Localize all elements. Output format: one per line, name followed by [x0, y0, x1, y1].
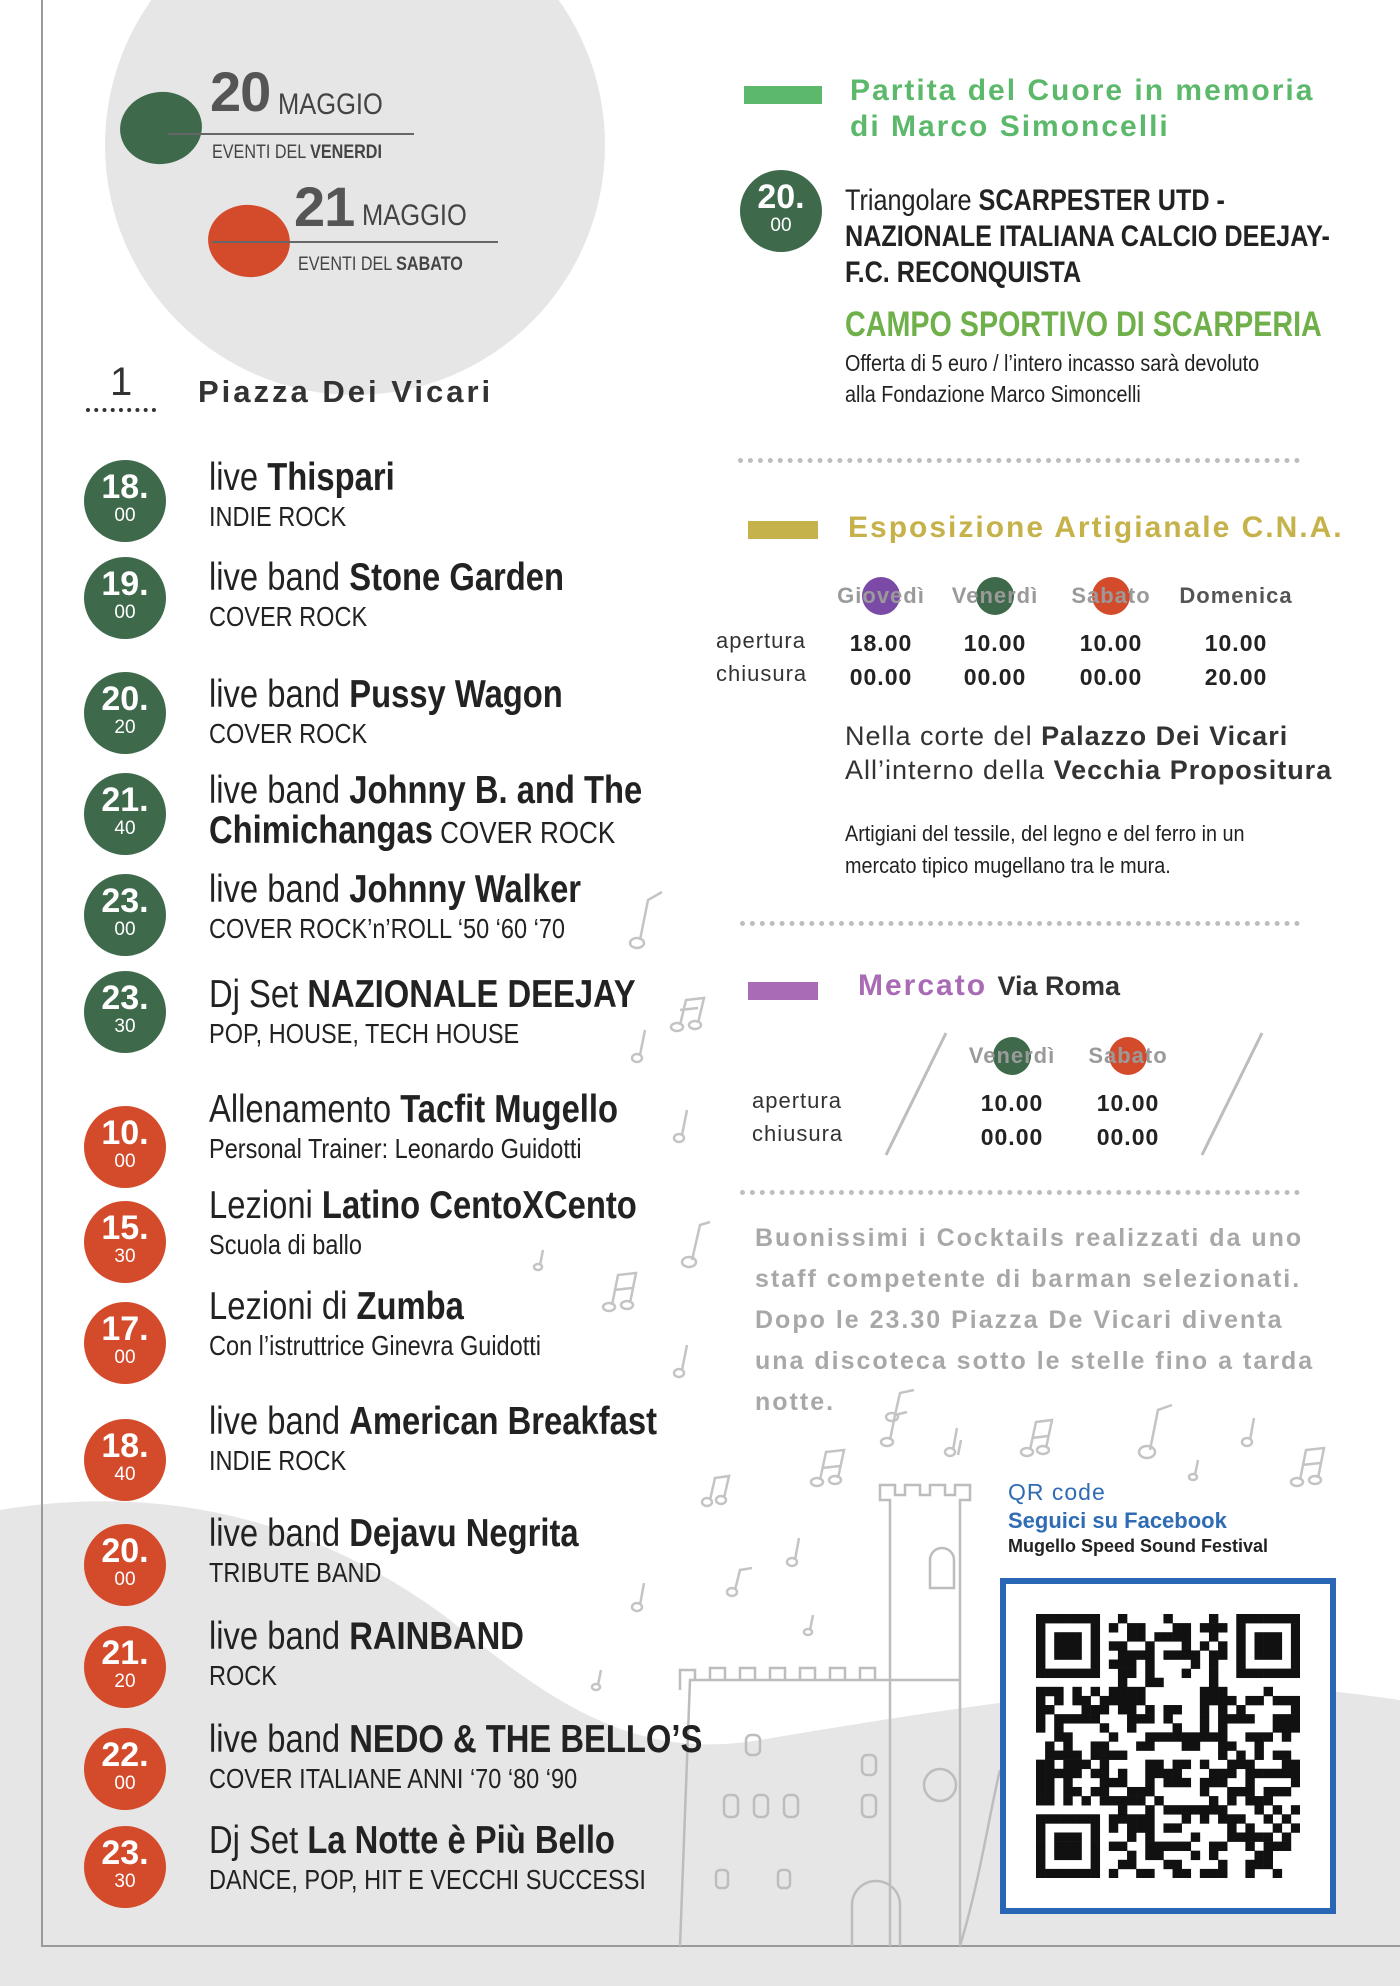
partita-match: Triangolare SCARPESTER UTD - NAZIONALE ITALIANA CALCIO DEEJAY- F.C. RECONQUISTA — [845, 184, 1330, 289]
closing-time: 00.00 — [980, 1124, 1044, 1150]
badge-hour: 23. — [101, 979, 149, 1017]
time-badge — [84, 971, 166, 1053]
event-subtitle: POP, HOUSE, TECH HOUSE — [209, 1018, 520, 1049]
mercato-row-chiusura: chiusura — [752, 1121, 844, 1146]
time-badge — [84, 1524, 166, 1606]
badge-minutes: 00 — [770, 215, 792, 236]
cocktails-text: Buonissimi i Cocktails realizzati da uno staff competente di barman selezionati. Dopo le 23.30 Piazza De Vicari diventa una discoteca sotto le stelle fino a tarda notte. — [755, 1224, 1315, 1416]
time-badge — [84, 874, 166, 956]
partita-time-badge — [740, 170, 822, 252]
day-header: Venerdì — [968, 1043, 1056, 1068]
event-subtitle: TRIBUTE BAND — [209, 1557, 382, 1588]
facebook-follow-link[interactable]: Seguici su Facebook — [1008, 1508, 1227, 1533]
section-title: Piazza Dei Vicari — [198, 374, 494, 409]
opening-time: 10.00 — [1079, 630, 1143, 656]
day-number: 20 — [210, 60, 271, 123]
badge-hour: 20. — [757, 178, 805, 216]
partita-offer: Offerta di 5 euro / l’intero incasso sarà devoluto alla Fondazione Marco Simoncelli — [845, 350, 1260, 407]
event-subtitle: ROCK — [209, 1660, 277, 1691]
event-subtitle: Con l’istruttrice Ginevra Guidotti — [209, 1330, 542, 1361]
partita-color-bar — [744, 86, 822, 104]
badge-minutes: 40 — [114, 1464, 136, 1485]
time-badge — [84, 672, 166, 754]
badge-hour: 18. — [101, 1427, 149, 1465]
separator-dots — [740, 921, 1300, 926]
event-title: live band American Breakfast — [209, 1400, 657, 1443]
badge-minutes: 00 — [114, 505, 136, 526]
event-title: Dj Set La Notte è Più Bello — [209, 1819, 615, 1862]
time-badge — [84, 1728, 166, 1810]
event-subtitle: DANCE, POP, HIT E VECCHI SUCCESSI — [209, 1864, 646, 1895]
event-title: live band NEDO & THE BELLO’S — [209, 1718, 703, 1761]
mercato-row-apertura: apertura — [752, 1088, 842, 1113]
time-badge — [84, 1201, 166, 1283]
qr-code-frame[interactable] — [1000, 1578, 1336, 1914]
event-subtitle: COVER ITALIANE ANNI ‘70 ‘80 ‘90 — [209, 1763, 578, 1794]
closing-time: 00.00 — [1096, 1124, 1160, 1150]
time-badge — [84, 773, 166, 855]
opening-time: 10.00 — [1096, 1090, 1160, 1116]
event-subtitle: Personal Trainer: Leonardo Guidotti — [209, 1133, 582, 1164]
section-number-dots — [86, 408, 156, 412]
opening-time: 10.00 — [980, 1090, 1044, 1116]
badge-minutes: 00 — [114, 1347, 136, 1368]
badge-hour: 21. — [101, 1634, 149, 1672]
header-circle — [105, 0, 605, 395]
event-title: live band Johnny Walker — [209, 868, 582, 911]
event-day-label: EVENTI DEL VENERDI — [212, 142, 382, 163]
badge-minutes: 30 — [114, 1016, 136, 1037]
partita-venue: CAMPO SPORTIVO DI SCARPERIA — [845, 305, 1322, 344]
esposizione-row-chiusura: chiusura — [716, 661, 808, 686]
event-title: live band Pussy Wagon — [209, 673, 563, 716]
opening-time: 18.00 — [849, 630, 913, 656]
qr-code-icon — [1036, 1614, 1300, 1878]
event-title: live band Dejavu Negrita — [209, 1512, 579, 1555]
day-underline — [212, 241, 498, 243]
badge-hour: 18. — [101, 468, 149, 506]
badge-minutes: 30 — [114, 1871, 136, 1892]
badge-minutes: 20 — [114, 717, 136, 738]
badge-hour: 20. — [101, 680, 149, 718]
time-badge — [84, 1419, 166, 1501]
badge-hour: 10. — [101, 1114, 149, 1152]
badge-minutes: 40 — [114, 818, 136, 839]
badge-minutes: 00 — [114, 919, 136, 940]
partita-title: Partita del Cuore in memoria di Marco Simoncelli — [850, 74, 1315, 143]
separator-dots — [740, 1190, 1300, 1195]
badge-minutes: 00 — [114, 1569, 136, 1590]
badge-hour: 19. — [101, 565, 149, 603]
event-subtitle: Scuola di ballo — [209, 1229, 362, 1260]
day-header: Sabato — [1088, 1043, 1168, 1068]
day-header: Domenica — [1179, 583, 1293, 608]
time-badge — [84, 1626, 166, 1708]
event-title: Lezioni Latino CentoXCento — [209, 1184, 637, 1227]
event-title: live Thispari — [209, 456, 395, 499]
event-title: Lezioni di Zumba — [209, 1285, 464, 1328]
badge-minutes: 00 — [114, 1151, 136, 1172]
esposizione-row-apertura: apertura — [716, 628, 806, 653]
closing-time: 00.00 — [849, 664, 913, 690]
closing-time: 20.00 — [1204, 664, 1268, 690]
badge-hour: 22. — [101, 1736, 149, 1774]
badge-hour: 15. — [101, 1209, 149, 1247]
esposizione-title: Esposizione Artigianale C.N.A. — [848, 511, 1344, 544]
opening-time: 10.00 — [963, 630, 1027, 656]
separator-dots — [738, 458, 1300, 463]
time-badge — [84, 557, 166, 639]
facebook-page-name: Mugello Speed Sound Festival — [1008, 1536, 1269, 1556]
badge-minutes: 20 — [114, 1671, 136, 1692]
day-underline — [168, 133, 414, 135]
time-badge — [84, 1106, 166, 1188]
event-subtitle: COVER ROCK — [209, 718, 368, 749]
esposizione-color-bar — [748, 521, 818, 539]
opening-time: 10.00 — [1204, 630, 1268, 656]
section-number: 1 — [110, 360, 133, 404]
event-subtitle: COVER ROCK — [209, 601, 368, 632]
day-header: Venerdì — [951, 583, 1039, 608]
badge-hour: 23. — [101, 1834, 149, 1872]
day-number: 21 — [294, 175, 355, 238]
badge-minutes: 00 — [114, 602, 136, 623]
day-header: Giovedì — [837, 583, 925, 608]
event-title: live band RAINBAND — [209, 1615, 524, 1658]
event-subtitle: INDIE ROCK — [209, 501, 347, 532]
month-label: MAGGIO — [278, 88, 383, 121]
qr-label: QR code — [1008, 1479, 1106, 1505]
time-badge — [84, 1302, 166, 1384]
badge-hour: 20. — [101, 1532, 149, 1570]
badge-minutes: 30 — [114, 1246, 136, 1267]
badge-hour: 21. — [101, 781, 149, 819]
event-title: Dj Set NAZIONALE DEEJAY — [209, 973, 636, 1016]
event-title: live band Stone Garden — [209, 556, 565, 599]
closing-time: 00.00 — [1079, 664, 1143, 690]
day-header: Sabato — [1071, 583, 1151, 608]
badge-hour: 17. — [101, 1310, 149, 1348]
esposizione-description: Artigiani del tessile, del legno e del ferro in un mercato tipico mugellano tra le mura. — [845, 821, 1245, 878]
month-label: MAGGIO — [362, 199, 467, 232]
event-subtitle: COVER ROCK’n’ROLL ‘50 ‘60 ‘70 — [209, 913, 566, 944]
badge-minutes: 00 — [114, 1773, 136, 1794]
mercato-title: Mercato Via Roma — [858, 969, 1121, 1002]
badge-hour: 23. — [101, 882, 149, 920]
esposizione-location: Nella corte del Palazzo Dei Vicari All’interno della Vecchia Propositura — [845, 721, 1333, 785]
time-badge — [84, 1826, 166, 1908]
closing-time: 00.00 — [963, 664, 1027, 690]
event-day-label: EVENTI DEL SABATO — [298, 254, 463, 275]
event-title: Allenamento Tacfit Mugello — [209, 1088, 619, 1131]
event-subtitle: INDIE ROCK — [209, 1445, 347, 1476]
event-title: live band Johnny B. and The Chimichangas COVER ROCK — [209, 769, 643, 852]
time-badge — [84, 460, 166, 542]
mercato-color-bar — [748, 982, 818, 1000]
